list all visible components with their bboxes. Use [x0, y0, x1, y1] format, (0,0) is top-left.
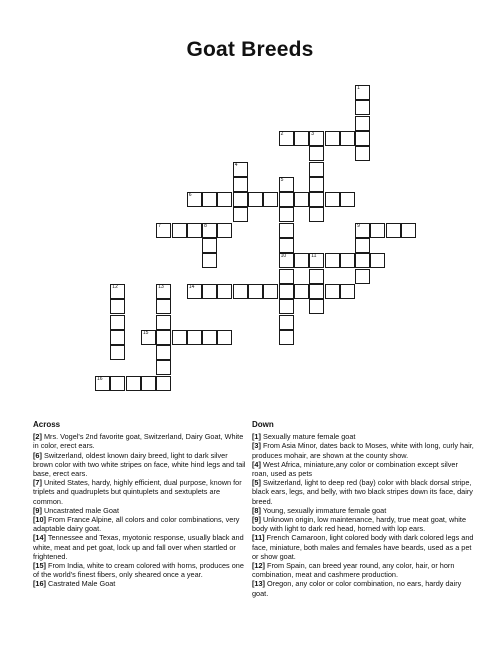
- down-clue: [252, 432, 474, 441]
- grid-cell[interactable]: [309, 162, 324, 177]
- across-clues: [33, 420, 248, 589]
- grid-cell[interactable]: [110, 376, 125, 391]
- clue-text: Mrs. Vogel's 2nd favorite goat, Switzerland, Dairy Goat, White in color, erect ears.: [33, 432, 244, 451]
- cell-number: 9: [357, 222, 360, 229]
- across-clue: [33, 432, 248, 450]
- grid-cell[interactable]: [340, 284, 355, 299]
- grid-cell[interactable]: [156, 360, 171, 375]
- grid-cell[interactable]: [355, 85, 370, 100]
- grid-cell[interactable]: [279, 177, 294, 192]
- clue-text: From France Alpine, all colors and color combinations, very adaptable dairy goat.: [33, 515, 240, 534]
- down-clue: [252, 478, 474, 506]
- down-clue: [252, 533, 474, 561]
- down-heading: Down: [252, 420, 274, 429]
- grid-cell[interactable]: [279, 207, 294, 222]
- grid-cell[interactable]: [355, 116, 370, 131]
- grid-cell[interactable]: [248, 192, 263, 207]
- across-heading: Across: [33, 420, 61, 429]
- grid-cell[interactable]: [156, 299, 171, 314]
- clue-number: [10]: [33, 515, 46, 525]
- grid-cell[interactable]: [202, 192, 217, 207]
- grid-cell[interactable]: [309, 269, 324, 284]
- grid-cell[interactable]: [401, 223, 416, 238]
- clue-text: United States, hardy, highly efficient, dual purpose, known for triplets and quadruplets but quintuplets and sextuplets are common.: [33, 478, 242, 506]
- grid-cell[interactable]: [340, 253, 355, 268]
- clue-number: [7]: [33, 478, 42, 488]
- grid-cell[interactable]: [187, 284, 202, 299]
- grid-cell[interactable]: [156, 330, 171, 345]
- grid-cell[interactable]: [202, 253, 217, 268]
- grid-cell[interactable]: [309, 253, 324, 268]
- grid-cell[interactable]: [355, 253, 370, 268]
- grid-cell[interactable]: [355, 223, 370, 238]
- grid-cell[interactable]: [217, 330, 232, 345]
- grid-cell[interactable]: [309, 192, 324, 207]
- grid-cell[interactable]: [340, 192, 355, 207]
- grid-cell[interactable]: [248, 284, 263, 299]
- grid-cell[interactable]: [110, 345, 125, 360]
- clue-number: [5]: [252, 478, 261, 488]
- across-clue: [33, 515, 248, 533]
- grid-cell[interactable]: [355, 100, 370, 115]
- grid-cell[interactable]: [294, 192, 309, 207]
- grid-cell[interactable]: [156, 345, 171, 360]
- grid-cell[interactable]: [110, 299, 125, 314]
- cell-number: 15: [142, 329, 149, 336]
- grid-cell[interactable]: [156, 376, 171, 391]
- grid-cell[interactable]: [355, 131, 370, 146]
- clue-text: Sexually mature female goat: [260, 432, 356, 442]
- grid-cell[interactable]: [279, 330, 294, 345]
- grid-cell[interactable]: [340, 131, 355, 146]
- grid-cell[interactable]: [279, 192, 294, 207]
- clue-number: [13]: [252, 579, 265, 589]
- grid-cell[interactable]: [325, 131, 340, 146]
- grid-cell[interactable]: [156, 223, 171, 238]
- grid-cell[interactable]: [233, 207, 248, 222]
- clue-number: [8]: [252, 505, 261, 515]
- across-clue: [33, 579, 248, 588]
- grid-cell[interactable]: [355, 238, 370, 253]
- clue-text: French Camaroon, light colored body with dark colored legs and face, miniature, both males and females have beards, used as a pet or show goat.: [252, 533, 474, 561]
- across-clue: [33, 506, 248, 515]
- down-clue: [252, 515, 474, 533]
- grid-cell[interactable]: [156, 315, 171, 330]
- grid-cell[interactable]: [279, 299, 294, 314]
- down-clues: [252, 420, 474, 598]
- grid-cell[interactable]: [386, 223, 401, 238]
- grid-cell[interactable]: [309, 284, 324, 299]
- down-clue: [252, 561, 474, 579]
- grid-cell[interactable]: [294, 284, 309, 299]
- grid-cell[interactable]: [202, 238, 217, 253]
- clue-number: [9]: [33, 505, 42, 515]
- clue-text: Oregon, any color or color combination, no ears, hardy dairy goat.: [252, 579, 462, 598]
- grid-cell[interactable]: [294, 131, 309, 146]
- grid-cell[interactable]: [172, 223, 187, 238]
- clue-text: Castrated Male Goat: [45, 579, 116, 589]
- across-clue-list: [33, 432, 248, 588]
- grid-cell[interactable]: [217, 192, 232, 207]
- clue-text: Uncastrated male Goat: [41, 505, 119, 515]
- grid-cell[interactable]: [355, 146, 370, 161]
- clue-text: Switzerland, oldest known dairy breed, light to dark silver brown color with two white stripes on face, white hind legs and tail base, erect ears.: [33, 450, 246, 479]
- grid-cell[interactable]: [217, 284, 232, 299]
- cell-number: 11: [311, 253, 317, 260]
- grid-cell[interactable]: [279, 315, 294, 330]
- grid-cell[interactable]: [202, 223, 217, 238]
- grid-cell[interactable]: [187, 330, 202, 345]
- grid-cell[interactable]: [263, 284, 278, 299]
- clue-number: [1]: [252, 432, 261, 442]
- grid-cell[interactable]: [233, 162, 248, 177]
- cell-number: 12: [112, 283, 118, 290]
- grid-cell[interactable]: [370, 223, 385, 238]
- cell-number: 14: [188, 283, 195, 290]
- grid-cell[interactable]: [309, 146, 324, 161]
- cell-number: 16: [97, 375, 103, 382]
- grid-cell[interactable]: [233, 284, 248, 299]
- grid-cell[interactable]: [110, 284, 125, 299]
- grid-cell[interactable]: [325, 253, 340, 268]
- clue-number: [15]: [33, 561, 46, 571]
- across-clue: [33, 561, 248, 579]
- grid-cell[interactable]: [279, 284, 294, 299]
- grid-cell[interactable]: [126, 376, 141, 391]
- grid-cell[interactable]: [217, 223, 232, 238]
- clue-number: [6]: [33, 450, 42, 460]
- grid-cell[interactable]: [141, 376, 156, 391]
- grid-cell[interactable]: [355, 269, 370, 284]
- grid-cell[interactable]: [279, 223, 294, 238]
- clue-text: Unknown origin, low maintenance, hardy, true meat goat, white body with light to dark red head, horned with lop ears.: [252, 515, 467, 534]
- grid-cell[interactable]: [279, 131, 294, 146]
- grid-cell[interactable]: [370, 253, 385, 268]
- cell-number: 7: [158, 222, 161, 229]
- cell-number: 3: [311, 130, 314, 137]
- clue-number: [16]: [33, 579, 46, 589]
- grid-cell[interactable]: [233, 192, 248, 207]
- cell-number: 1: [357, 85, 360, 91]
- clue-number: [11]: [252, 533, 265, 543]
- down-clue: [252, 579, 474, 597]
- across-clue: [33, 451, 248, 479]
- down-clue: [252, 441, 474, 459]
- cell-number: 4: [234, 161, 238, 168]
- cell-number: 2: [280, 130, 284, 137]
- cell-number: 6: [188, 192, 192, 199]
- grid-cell[interactable]: [233, 177, 248, 192]
- across-clue: [33, 478, 248, 506]
- grid-cell[interactable]: [187, 192, 202, 207]
- down-clue: [252, 506, 474, 515]
- clue-number: [12]: [252, 561, 265, 571]
- grid-cell[interactable]: [309, 207, 324, 222]
- grid-cell[interactable]: [309, 299, 324, 314]
- grid-cell[interactable]: [156, 284, 171, 299]
- down-clue: [252, 460, 474, 478]
- grid-cell[interactable]: [263, 192, 278, 207]
- clue-text: From India, white to cream colored with horns, produces one of the world's finest fibers, only sheared once a year.: [33, 561, 244, 580]
- cell-number: 10: [280, 253, 287, 260]
- clue-text: From Spain, can breed year round, any color, hair, or horn combination, meat and cashmere production.: [252, 561, 455, 580]
- clue-text: From Asia Minor, dates back to Moses, white with long, curly hair, produces mohair, are shown at the county show.: [252, 441, 474, 460]
- clue-number: [9]: [252, 515, 261, 525]
- grid-cell[interactable]: [279, 238, 294, 253]
- grid-cell[interactable]: [309, 177, 324, 192]
- grid-cell[interactable]: [202, 284, 217, 299]
- grid-cell[interactable]: [325, 284, 340, 299]
- grid-cell[interactable]: [110, 315, 125, 330]
- across-clue: [33, 533, 248, 561]
- grid-cell[interactable]: [309, 131, 324, 146]
- grid-cell[interactable]: [279, 269, 294, 284]
- down-clue-list: [252, 432, 474, 598]
- clue-text: Tennessee and Texas, myotonic response, usually black and white, meat and pet goat, lock up and fall over when startled or frightened.: [33, 533, 244, 561]
- cell-number: 13: [158, 283, 164, 290]
- grid-cell[interactable]: [172, 330, 187, 345]
- cell-number: 5: [280, 176, 284, 183]
- clue-number: [2]: [33, 432, 42, 442]
- grid-cell[interactable]: [294, 253, 309, 268]
- clue-text: Young, sexually immature female goat: [260, 505, 387, 515]
- grid-cell[interactable]: [202, 330, 217, 345]
- grid-cell[interactable]: [279, 253, 294, 268]
- clue-number: [3]: [252, 441, 261, 451]
- clue-number: [4]: [252, 459, 261, 469]
- clue-text: West Africa, miniature,any color or combination except silver roan, used as pets: [252, 459, 458, 479]
- grid-cell[interactable]: [95, 376, 110, 391]
- cell-number: 8: [204, 222, 207, 229]
- clue-number: [14]: [33, 533, 46, 543]
- grid-cell[interactable]: [141, 330, 156, 345]
- grid-cell[interactable]: [325, 192, 340, 207]
- page-title: Goat Breeds: [186, 38, 314, 61]
- clue-text: Switzerland, light to deep red (bay) color with black dorsal stripe, black ears, legs, and belly, with two black stripes down its face, dairy breed.: [252, 478, 473, 506]
- grid-cell[interactable]: [110, 330, 125, 345]
- grid-cell[interactable]: [187, 223, 202, 238]
